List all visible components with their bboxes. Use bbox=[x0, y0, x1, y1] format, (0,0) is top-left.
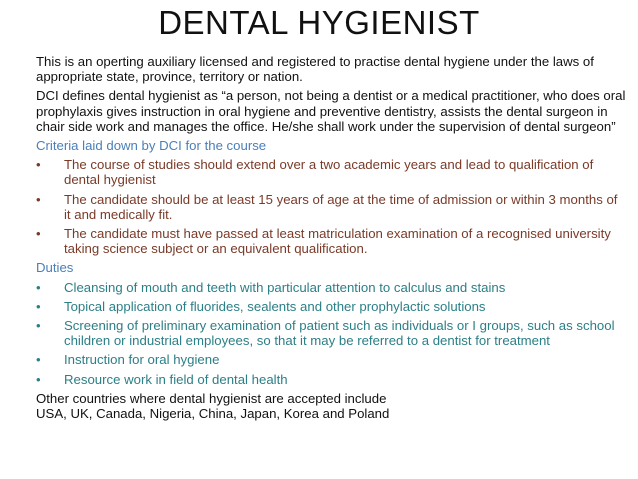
criteria-item bbox=[36, 192, 626, 222]
duty-item bbox=[36, 372, 626, 387]
bullet-icon: • bbox=[36, 298, 41, 314]
duty-item-text: Cleansing of mouth and teeth with particular attention to calculus and stains bbox=[64, 279, 506, 295]
duty-item bbox=[36, 352, 626, 367]
criteria-item-text: The course of studies should extend over a two academic years and lead to qualification of dental hygienist bbox=[64, 157, 594, 188]
duty-item bbox=[36, 280, 626, 295]
duty-item bbox=[36, 318, 626, 348]
dci-definition-paragraph: DCI defines dental hygienist as “a person, not being a dentist or a medical practitioner, who does oral prophylaxis gives instruction in oral hygiene and preventive dentistry, assists the dental surgeon in chair side work and manages the office. He/she shall work under the supervision of dental surgeon” bbox=[36, 88, 626, 134]
criteria-item bbox=[36, 226, 626, 256]
duty-item-text: Topical application of fluorides, sealents and other prophylactic solutions bbox=[64, 298, 486, 314]
duties-heading: Duties bbox=[36, 260, 74, 276]
intro-paragraph: This is an operting auxiliary licensed and registered to practise dental hygiene under the laws of appropriate state, province, territory or nation. bbox=[36, 54, 594, 85]
criteria-item-text: The candidate should be at least 15 years of age at the time of admission or within 3 months of it and medically fit. bbox=[64, 191, 618, 222]
countries-list: USA, UK, Canada, Nigeria, China, Japan, Korea and Poland bbox=[36, 406, 390, 422]
criteria-heading: Criteria laid down by DCI for the course bbox=[36, 138, 267, 154]
duty-item-text: Screening of preliminary examination of patient such as individuals or I groups, such as school children or industrial employees, so that it may be referred to a dentist for treatment bbox=[64, 318, 615, 349]
criteria-item bbox=[36, 157, 626, 187]
bullet-icon: • bbox=[36, 279, 41, 295]
other-countries-text: Other countries where dental hygienist are accepted include bbox=[36, 390, 387, 406]
slide-body bbox=[36, 54, 626, 421]
duty-item bbox=[36, 299, 626, 314]
slide-title: DENTAL HYGIENIST bbox=[158, 4, 480, 41]
bullet-icon: • bbox=[36, 352, 41, 368]
bullet-icon: • bbox=[36, 191, 41, 207]
duty-item-text: Resource work in field of dental health bbox=[64, 371, 288, 387]
bullet-icon: • bbox=[36, 226, 41, 242]
bullet-icon: • bbox=[36, 157, 41, 173]
criteria-item-text: The candidate must have passed at least matriculation examination of a recognised university taking science subject or an equivalent qualification. bbox=[64, 226, 611, 257]
bullet-icon: • bbox=[36, 371, 41, 387]
bullet-icon: • bbox=[36, 318, 41, 334]
duty-item-text: Instruction for oral hygiene bbox=[64, 352, 220, 368]
